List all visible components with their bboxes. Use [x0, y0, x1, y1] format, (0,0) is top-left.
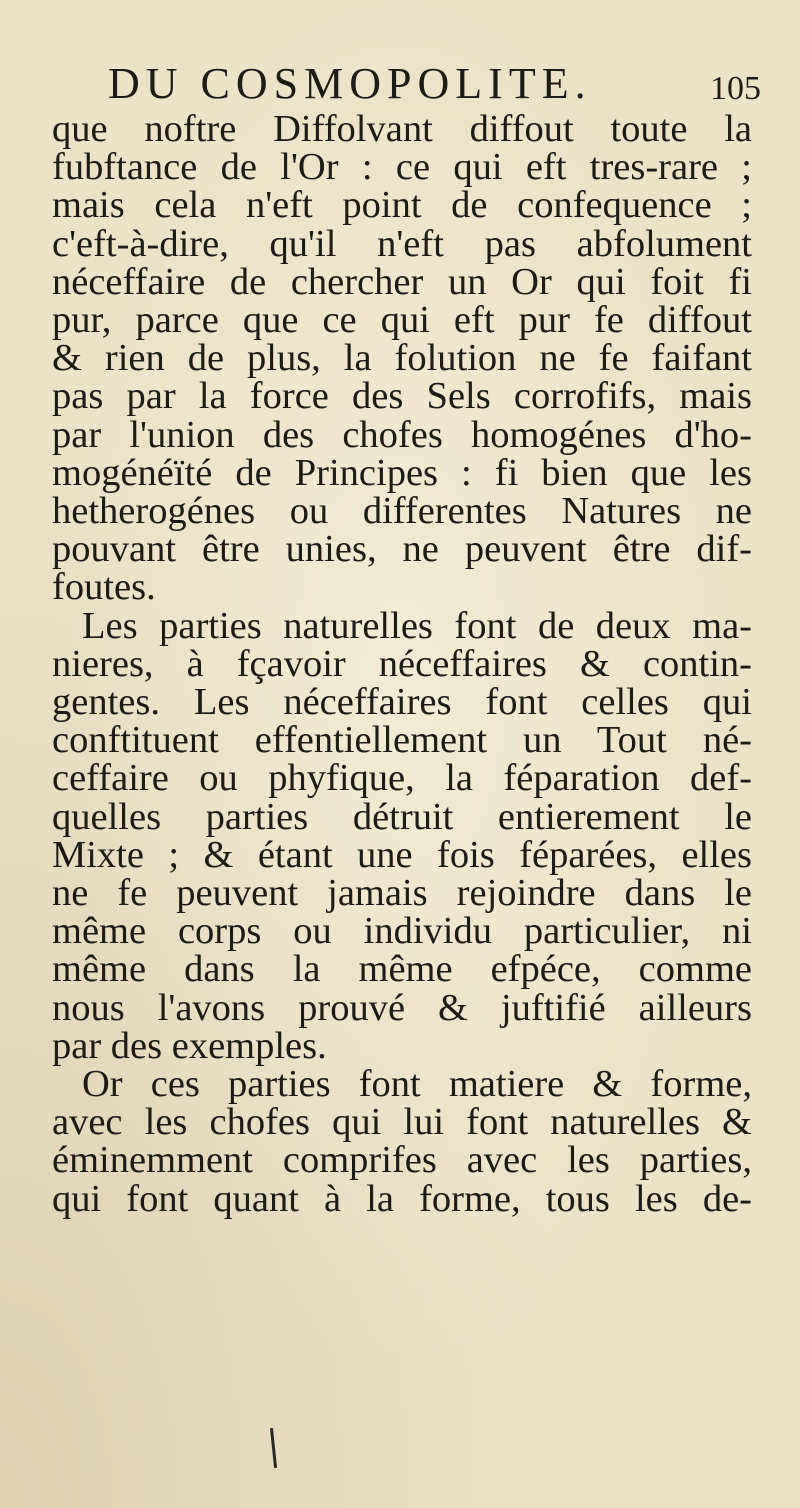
page-number: 105 [710, 70, 761, 107]
text-line: mogénéïté de Principes : fi bien que les [52, 451, 752, 494]
text-line: nous l'avons prouvé & juftifié ailleurs [52, 986, 752, 1029]
text-line: conftituent effentiellement un Tout né- [52, 719, 752, 762]
text-line: par l'union des chofes homogénes d'ho- [52, 413, 752, 456]
text-line: même dans la même efpéce, comme [52, 948, 752, 991]
text-line: qui font quant à la forme, tous les de- [52, 1177, 752, 1220]
text-line: pouvant être unies, ne peuvent être dif- [52, 528, 752, 571]
text-line: & rien de plus, la folution ne fe faifant [52, 337, 752, 380]
text-line: quelles parties détruit entierement le [52, 795, 752, 838]
text-line: ne fe peuvent jamais rejoindre dans le [52, 872, 752, 915]
text-line: même corps ou individu particulier, ni [52, 910, 752, 953]
paragraph-start-line: Les parties naturelles font de deux ma- [82, 604, 752, 647]
text-line: c'eft-à-dire, qu'il n'eft pas abfolument [52, 222, 752, 265]
text-line: nieres, à fçavoir néceffaires & contin- [52, 642, 752, 685]
paragraph-start-line: Or ces parties font matiere & forme, [82, 1063, 752, 1106]
text-line: fubftance de l'Or : ce qui eft tres-rare ; [52, 146, 752, 189]
text-line: gentes. Les néceffaires font celles qui [52, 681, 752, 724]
text-line: pur, parce que ce qui eft pur fe diffout [52, 299, 752, 342]
text-line: pas par la force des Sels corrofifs, mais [52, 375, 752, 418]
text-line: ceffaire ou phyfique, la féparation def- [52, 757, 752, 800]
text-line: néceffaire de chercher un Or qui foit fi [52, 260, 752, 303]
text-line: mais cela n'eft point de confequence ; [52, 184, 752, 227]
body-text [52, 110, 752, 1218]
running-title: DU COSMOPOLITE. [108, 59, 592, 108]
text-line: que noftre Diffolvant diffout toute la [52, 108, 752, 150]
ink-mark [270, 1428, 277, 1468]
text-line: hetherogénes ou differentes Natures ne [52, 490, 752, 533]
text-line: avec les chofes qui lui font naturelles & [52, 1101, 752, 1144]
text-line: par des exemples. [52, 1024, 327, 1067]
text-line: éminemment comprifes avec les parties, [52, 1139, 752, 1182]
text-line: Mixte ; & étant une fois féparées, elles [52, 833, 752, 876]
text-line: foutes. [52, 566, 156, 609]
